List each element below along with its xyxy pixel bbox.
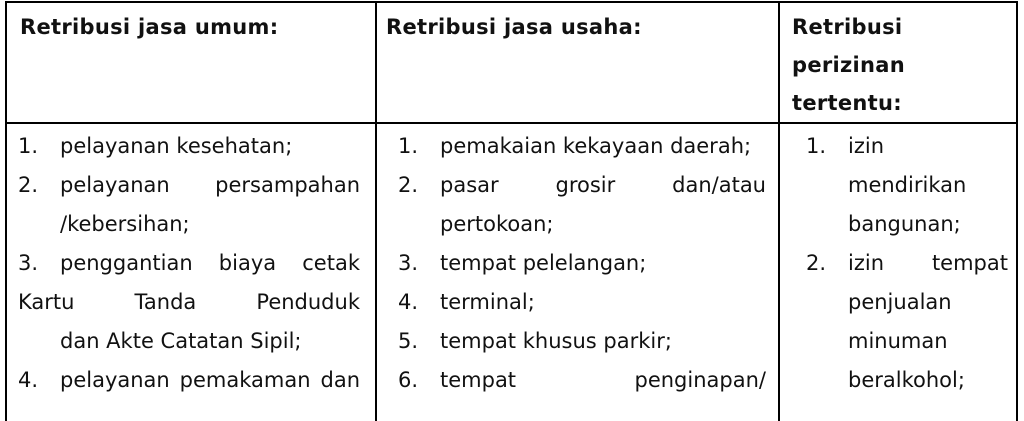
header-col3-line: perizinan xyxy=(792,53,906,77)
item-line: beralkohol; xyxy=(848,368,965,392)
header-divider xyxy=(5,122,1018,124)
item-number: 3. xyxy=(398,251,419,275)
list-item xyxy=(398,322,766,361)
item-number: 2. xyxy=(18,173,39,197)
item-line: minuman xyxy=(848,329,948,353)
list-item xyxy=(806,127,1008,244)
item-number: 1. xyxy=(398,134,419,158)
item-line: pelayanan pemakaman dan xyxy=(60,368,360,392)
item-number: 3. xyxy=(18,251,39,275)
item-line: tempat khusus parkir; xyxy=(440,329,672,353)
item-number: 1. xyxy=(806,134,827,158)
column-divider-2 xyxy=(778,1,780,421)
item-line: dan Akte Catatan Sipil; xyxy=(60,329,302,353)
header-col3 xyxy=(792,8,1012,122)
item-line: izin tempat xyxy=(848,251,1008,275)
list-item xyxy=(398,244,766,283)
item-line: pasar grosir dan/atau xyxy=(440,173,766,197)
item-text xyxy=(440,166,766,244)
item-text xyxy=(60,361,360,400)
item-text xyxy=(848,244,1008,400)
header-col3-line: tertentu: xyxy=(792,91,902,115)
item-text xyxy=(440,361,766,400)
item-text xyxy=(440,283,766,322)
list-item xyxy=(398,283,766,322)
item-number: 4. xyxy=(398,290,419,314)
list-item xyxy=(18,127,360,166)
item-line: /kebersihan; xyxy=(60,212,190,236)
item-line: pemakaian kekayaan daerah; xyxy=(440,134,752,158)
item-text xyxy=(440,244,766,283)
list-item xyxy=(398,166,766,244)
header-col2-label: Retribusi jasa usaha: xyxy=(386,15,642,39)
item-line: mendirikan xyxy=(848,173,967,197)
header-col3-line: Retribusi xyxy=(792,15,903,39)
col1-list xyxy=(18,127,360,400)
item-text xyxy=(60,166,360,244)
item-line: tempat penginapan/ xyxy=(440,368,766,392)
item-line: izin xyxy=(848,134,885,158)
item-number: 2. xyxy=(398,173,419,197)
item-text xyxy=(440,322,766,361)
list-item xyxy=(18,166,360,244)
col3-list xyxy=(806,127,1008,400)
item-number: 5. xyxy=(398,329,419,353)
item-number: 1. xyxy=(18,134,39,158)
item-line: pelayanan kesehatan; xyxy=(60,134,293,158)
item-text xyxy=(848,127,1008,244)
item-line: penggantian biaya cetak xyxy=(60,251,360,275)
item-number: 6. xyxy=(398,368,419,392)
header-col2 xyxy=(386,8,766,46)
item-text xyxy=(18,244,360,361)
list-item xyxy=(398,361,766,400)
item-line: tempat pelelangan; xyxy=(440,251,647,275)
item-line: Kartu Tanda Penduduk xyxy=(18,290,360,314)
header-col1-label: Retribusi jasa umum: xyxy=(20,15,279,39)
header-col1 xyxy=(20,8,370,46)
item-number: 2. xyxy=(806,251,827,275)
item-line: pelayanan persampahan xyxy=(60,173,360,197)
item-line: terminal; xyxy=(440,290,535,314)
list-item xyxy=(398,127,766,166)
list-item xyxy=(18,361,360,400)
column-divider-1 xyxy=(375,1,377,421)
item-line: bangunan; xyxy=(848,212,961,236)
item-line: penjualan xyxy=(848,290,952,314)
list-item xyxy=(18,244,360,361)
item-text xyxy=(60,127,360,166)
col2-list xyxy=(398,127,766,400)
item-text xyxy=(440,127,766,166)
item-number: 4. xyxy=(18,368,39,392)
item-line: pertokoan; xyxy=(440,212,554,236)
list-item xyxy=(806,244,1008,400)
